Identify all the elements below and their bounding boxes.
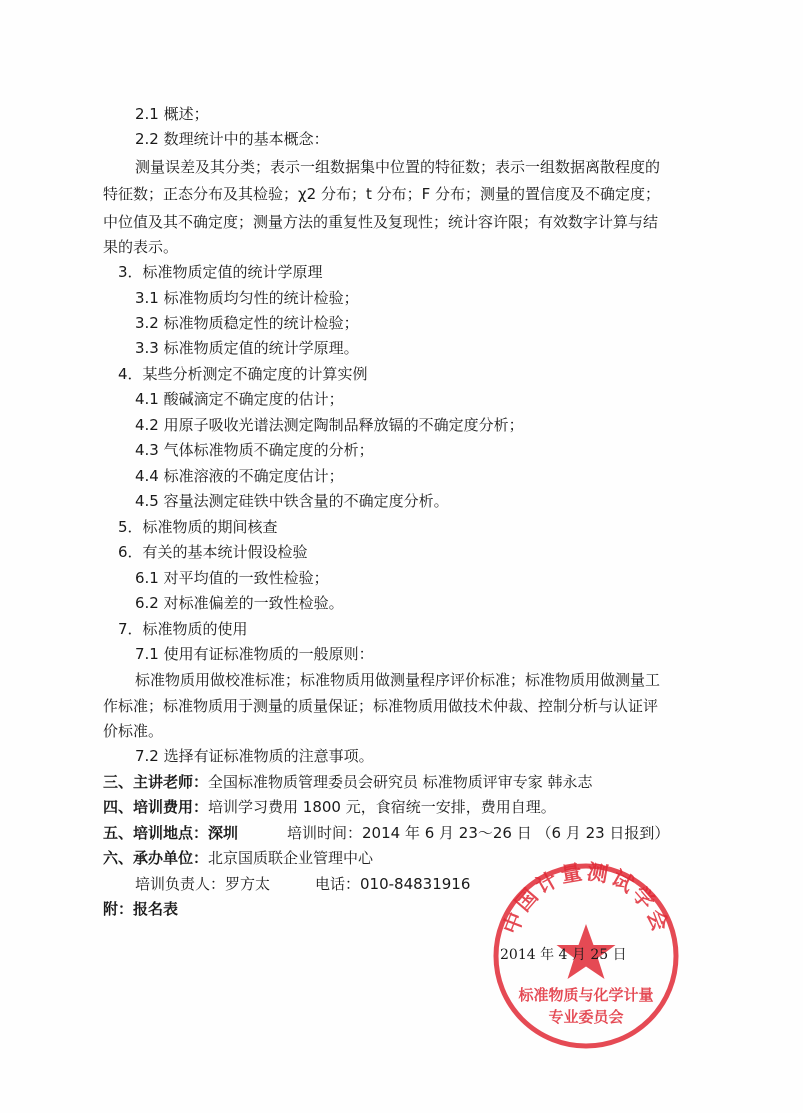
location-row <box>103 823 238 843</box>
lecturer-value: 全国标准物质管理委员会研究员 标准物质评审专家 韩永志 <box>208 773 593 791</box>
contact-phone: 电话：010-84831916 <box>315 875 471 893</box>
section-4-2: 4.2 用原子吸收光谱法测定陶制品释放镉的不确定度分析； <box>135 416 524 434</box>
fee-row <box>103 797 556 817</box>
paragraph-line: 果的表示。 <box>103 238 179 256</box>
lecturer-row <box>103 772 593 792</box>
organizer-row <box>103 848 373 868</box>
section-3-1: 3.1 标准物质均匀性的统计检验； <box>135 289 359 307</box>
organizer-value: 北京国质联企业管理中心 <box>208 849 374 867</box>
section-2-2: 2.2 数理统计中的基本概念： <box>135 130 329 148</box>
organizer-label: 六、承办单位： <box>103 849 209 867</box>
section-7-heading: 7．标准物质的使用 <box>118 620 248 638</box>
section-3-2: 3.2 标准物质稳定性的统计检验； <box>135 314 359 332</box>
seal-line-1: 标准物质与化学计量 <box>518 986 654 1004</box>
section-4-3: 4.3 气体标准物质不确定度的分析； <box>135 441 374 459</box>
contact-person: 培训负责人：罗方太 <box>135 875 271 893</box>
paragraph-line: 价标准。 <box>103 722 164 740</box>
attachment-note: 附：报名表 <box>103 900 179 918</box>
section-4-1: 4.1 酸碱滴定不确定度的估计； <box>135 390 344 408</box>
paragraph-line: 标准物质用做校准标准；标准物质用做测量程序评价标准；标准物质用做测量工 <box>135 671 661 689</box>
seal-top-text: 中国计量测试学会 <box>498 860 674 938</box>
paragraph-line: 作标准；标准物质用于测量的质量保证；标准物质用做技术仲裁、控制分析与认证评 <box>103 697 659 715</box>
section-3-heading: 3．标准物质定值的统计学原理 <box>118 263 323 281</box>
section-7-1: 7.1 使用有证标准物质的一般原则： <box>135 645 374 663</box>
section-4-heading: 4．某些分析测定不确定度的计算实例 <box>118 365 368 383</box>
paragraph-line: 测量误差及其分类；表示一组数据集中位置的特征数；表示一组数据离散程度的 <box>135 158 661 176</box>
section-6-1: 6.1 对平均值的一致性检验； <box>135 569 329 587</box>
lecturer-label: 三、主讲老师： <box>103 773 209 791</box>
fee-label: 四、培训费用： <box>103 798 209 816</box>
section-6-2: 6.2 对标准偏差的一致性检验。 <box>135 594 344 612</box>
signature-date: 2014 年 4 月 25 日 <box>500 947 627 963</box>
section-5-heading: 5．标准物质的期间核查 <box>118 518 278 536</box>
paragraph-line: 中位值及其不确定度；测量方法的重复性及复现性；统计容许限；有效数字计算与结 <box>103 213 659 231</box>
location-label: 五、培训地点：深圳 <box>103 824 239 842</box>
time-value: 培训时间：2014 年 6 月 23～26 日 （6 月 23 日报到） <box>287 824 670 842</box>
fee-value: 培训学习费用 1800 元，食宿统一安排，费用自理。 <box>208 798 556 816</box>
section-4-5: 4.5 容量法测定硅铁中铁含量的不确定度分析。 <box>135 492 449 510</box>
section-6-heading: 6．有关的基本统计假设检验 <box>118 543 308 561</box>
paragraph-line: 特征数；正态分布及其检验；χ2 分布；t 分布；F 分布；测量的置信度及不确定度； <box>103 185 661 203</box>
section-2-1: 2.1 概述； <box>135 105 209 123</box>
section-3-3: 3.3 标准物质定值的统计学原理。 <box>135 339 359 357</box>
section-4-4: 4.4 标准溶液的不确定度估计； <box>135 467 344 485</box>
section-7-2: 7.2 选择有证标准物质的注意事项。 <box>135 747 374 765</box>
seal-line-2: 专业委员会 <box>548 1008 624 1026</box>
